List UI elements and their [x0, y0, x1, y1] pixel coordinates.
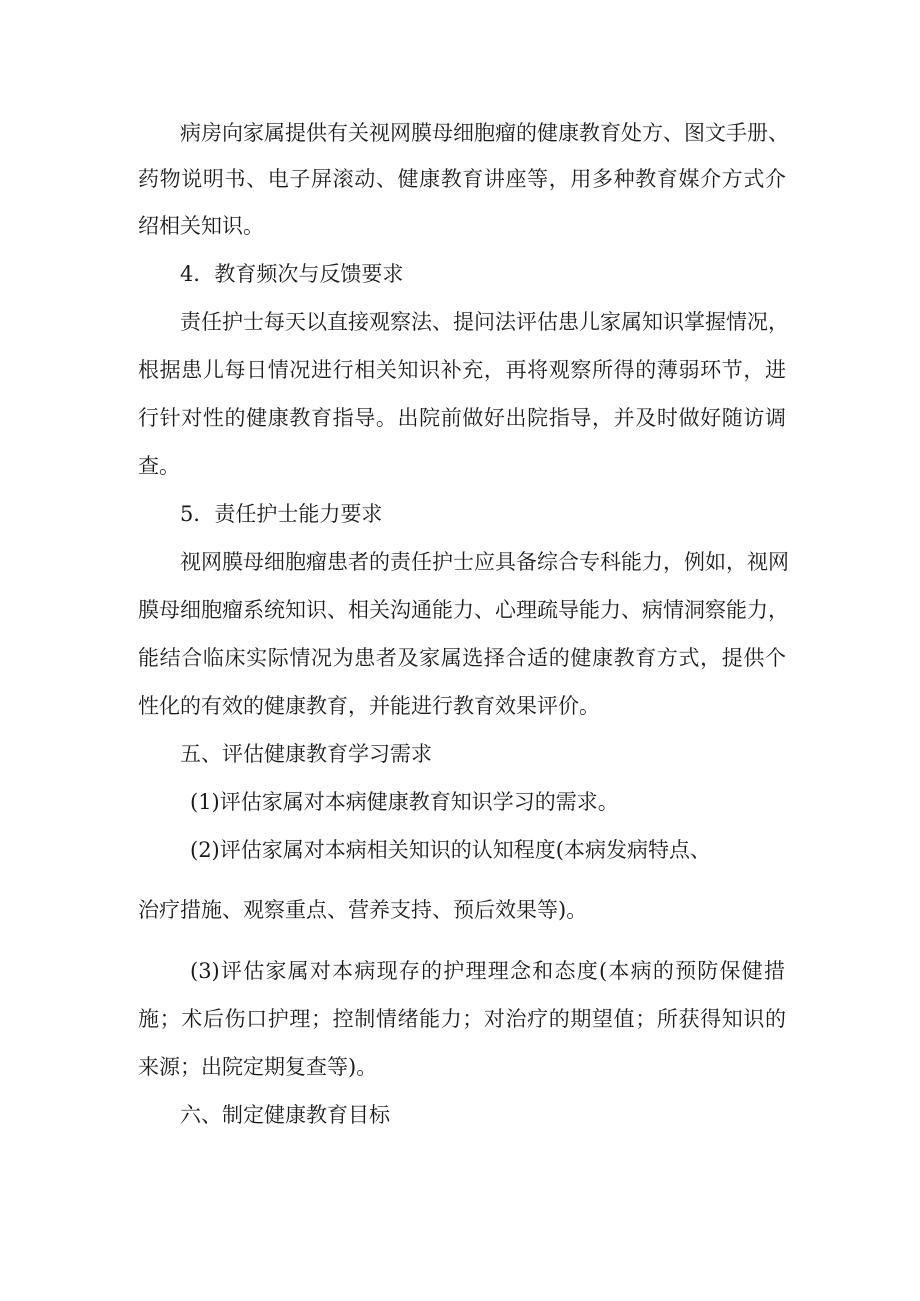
paragraph-line: 责任护士每天以直接观察法、提问法评估患儿家属知识掌握情况， — [180, 310, 789, 334]
paragraph-line: 行针对性的健康教育指导。出院前做好出院指导，并及时做好随访调 — [138, 406, 786, 430]
list-item: (3)评估家属对本病现存的护理理念和态度(本病的预防保健措 — [190, 959, 785, 983]
paragraph-line: 视网膜母细胞瘤患者的责任护士应具备综合专科能力，例如，视网 — [180, 550, 789, 574]
paragraph-line: 治疗措施、观察重点、营养支持、预后效果等)。 — [138, 898, 588, 922]
paragraph-line: 施；术后伤口护理；控制情绪能力；对治疗的期望值；所获得知识的 — [138, 1007, 786, 1031]
list-item: (1)评估家属对本病健康教育知识学习的需求。 — [190, 790, 619, 814]
section-heading: 4．教育频次与反馈要求 — [180, 262, 404, 286]
paragraph-line: 根据患儿每日情况进行相关知识补充，再将观察所得的薄弱环节，进 — [138, 358, 786, 382]
section-heading: 五、评估健康教育学习需求 — [180, 742, 432, 766]
paragraph-line: 膜母细胞瘤系统知识、相关沟通能力、心理疏导能力、病情洞察能力， — [138, 598, 789, 622]
paragraph-line: 来源；出院定期复查等)。 — [138, 1055, 378, 1079]
section-heading: 5．责任护士能力要求 — [180, 502, 383, 526]
paragraph-line: 绍相关知识。 — [138, 214, 264, 238]
section-heading: 六、制定健康教育目标 — [180, 1103, 390, 1127]
paragraph-line: 药物说明书、电子屏滚动、健康教育讲座等，用多种教育媒介方式介 — [138, 167, 786, 191]
paragraph-line: 能结合临床实际情况为患者及家属选择合适的健康教育方式，提供个 — [138, 646, 786, 670]
paragraph-line: 性化的有效的健康教育，并能进行教育效果评价。 — [138, 694, 600, 718]
paragraph-line: 病房向家属提供有关视网膜母细胞瘤的健康教育处方、图文手册、 — [180, 121, 789, 145]
paragraph-line: 查。 — [138, 454, 180, 478]
list-item: (2)评估家属对本病相关知识的认知程度(本病发病特点、 — [190, 838, 711, 862]
